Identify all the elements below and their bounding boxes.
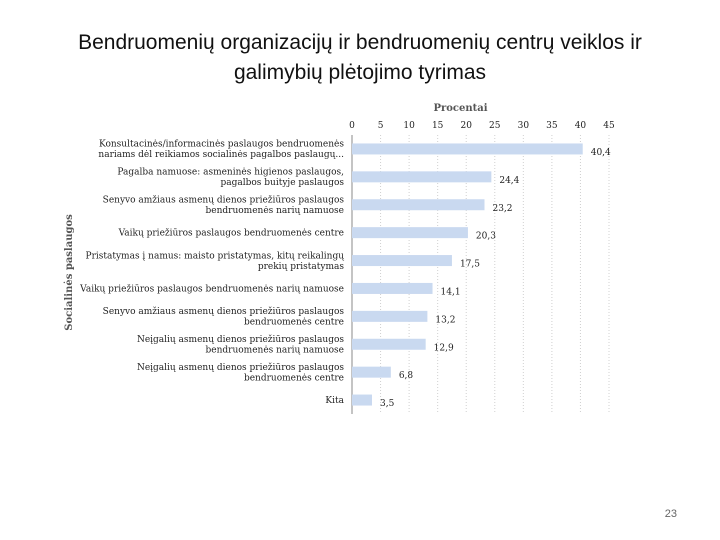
category-label-9-line-2: bendruomenės centre (243, 373, 344, 384)
category-label-8-line-1: Neįgalių asmenų dienos priežiūros paslaugos (136, 335, 344, 345)
bar-4 (352, 227, 468, 238)
slide-title-line-1: Bendruomenių organizacijų ir bendruomenių centrų veiklos ir (78, 31, 642, 54)
data-label-2: 24,4 (499, 175, 520, 186)
x-tick-label-45: 45 (603, 121, 615, 131)
x-tick-label-0: 0 (349, 121, 355, 131)
data-label-7: 13,2 (435, 315, 456, 326)
category-label-1-line-2: nariams dėl reikiamos socialinės pagalbos paslaugų... (98, 150, 344, 161)
x-tick-label-5: 5 (377, 121, 384, 131)
x-tick-label-15: 15 (431, 121, 444, 131)
category-label-6: Vaikų priežiūros paslaugos bendruomenės narių namuose (80, 284, 344, 295)
bar-6 (352, 283, 433, 294)
x-tick-label-25: 25 (489, 121, 501, 131)
data-label-8: 12,9 (433, 343, 454, 354)
category-label-3-line-2: bendruomenės narių namuose (205, 206, 344, 216)
category-label-9-line-1: Neįgalių asmenų dienos priežiūros paslaugos (136, 362, 344, 373)
data-label-3: 23,2 (492, 203, 513, 214)
bar-7 (352, 311, 427, 322)
bar-5 (352, 255, 452, 266)
category-label-5-line-1: Pristatymas į namus: maisto pristatymas, kitų reikalingų (85, 251, 344, 262)
category-label-4: Vaikų priežiūros paslaugos bendruomenės centre (118, 228, 344, 239)
x-tick-label-40: 40 (574, 121, 587, 131)
data-label-6: 14,1 (440, 287, 461, 298)
category-label-7-line-1: Senyvo amžiaus asmenų dienos priežiūros paslaugos (102, 307, 344, 318)
x-axis-title: Procentai (433, 103, 488, 114)
category-label-2-line-2: pagalbos buityje paslaugos (220, 178, 344, 189)
slide-title-line-2: galimybių plėtojimo tyrimas (233, 61, 487, 84)
x-tick-label-20: 20 (460, 121, 472, 131)
category-label-8-line-2: bendruomenės narių namuose (205, 345, 344, 356)
category-label-2-line-1: Pagalba namuose: asmeninės higienos paslaugos, (117, 167, 344, 178)
category-label-1-line-1: Konsultacinės/informacinės paslaugos bendruomenės (98, 139, 344, 150)
bar-8 (352, 339, 426, 350)
category-label-5-line-2: prekių pristatymas (257, 261, 344, 272)
y-axis-title: Socialinės paslaugos (64, 214, 75, 331)
data-label-9: 6,8 (398, 371, 414, 382)
data-label-10: 3,5 (379, 399, 395, 410)
category-label-3-line-1: Senyvo amžiaus asmenų dienos priežiūros paslaugos (102, 195, 344, 206)
data-label-1: 40,4 (590, 147, 611, 158)
bar-9 (352, 367, 391, 378)
page-number: 23 (664, 508, 677, 520)
category-label-10: Kita (325, 396, 344, 407)
data-label-4: 20,3 (475, 231, 496, 242)
bar-10 (352, 395, 372, 406)
bar-3 (352, 199, 484, 210)
x-tick-label-35: 35 (546, 121, 558, 131)
category-label-7-line-2: bendruomenės centre (243, 317, 344, 328)
bar-2 (352, 171, 491, 182)
bar-1 (352, 143, 583, 154)
data-label-5: 17,5 (459, 259, 480, 270)
x-tick-label-10: 10 (403, 121, 415, 131)
x-tick-label-30: 30 (517, 121, 530, 131)
